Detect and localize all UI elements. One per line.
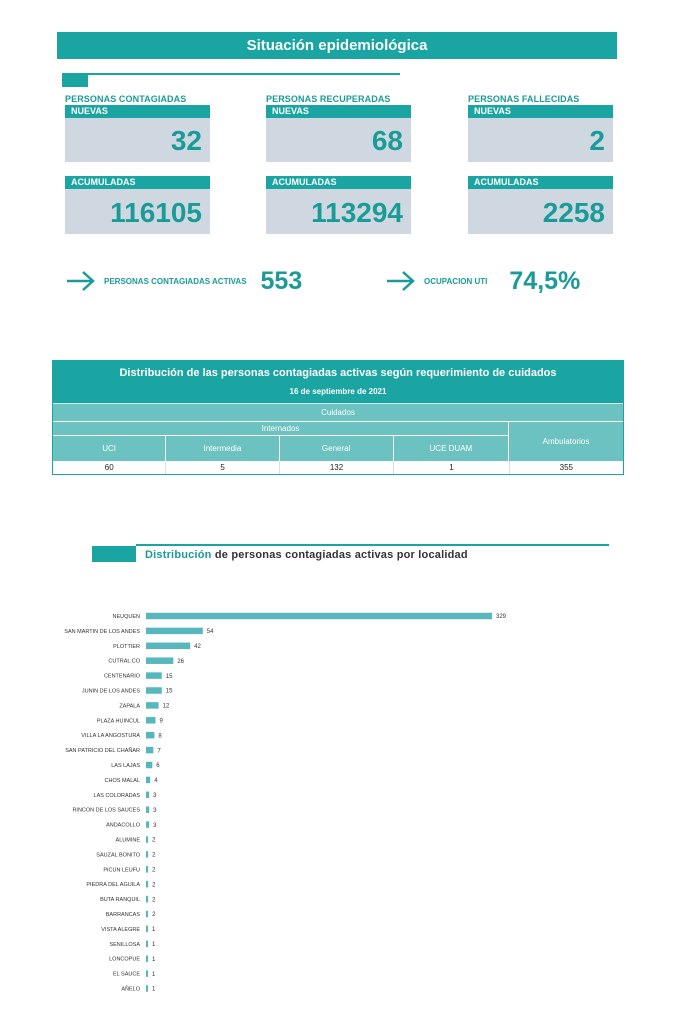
category-label: VILLA LA ANGOSTURA (81, 733, 140, 740)
bar (146, 762, 152, 769)
category-label: PICUN LEUFU (103, 867, 140, 874)
data-label: 8 (158, 733, 162, 740)
bar (146, 687, 162, 694)
category-label: EL SAUCE (112, 971, 140, 978)
category-label: PIEDRA DEL AGUILA (86, 882, 140, 889)
table-cell: 1 (394, 461, 509, 474)
stat-heading: PERSONAS RECUPERADAS (266, 94, 391, 104)
stat-acc-value: 116105 (65, 189, 210, 234)
stat-acc-value: 2258 (468, 189, 613, 234)
stat-new-value: 2 (468, 118, 613, 162)
bar (146, 985, 148, 992)
category-label: LAS LAJAS (111, 763, 140, 769)
data-label: 4 (154, 778, 158, 785)
data-label: 1 (152, 927, 156, 934)
table-column-header: UCI (53, 436, 166, 461)
table-column-header: UCE DUAM (394, 436, 509, 461)
kpi-active-value: 553 (260, 266, 303, 295)
data-label: 1 (152, 956, 156, 963)
bar (146, 747, 153, 754)
bar (146, 881, 148, 888)
kpi-uti-label: OCUPACION UTI (424, 276, 488, 286)
stat-deceased (468, 93, 613, 234)
table-cell: 5 (166, 461, 279, 474)
kpi-uti-value: 74,5% (509, 266, 581, 295)
category-label: CUTRAL CO (108, 658, 140, 665)
category-label: AÑELO (121, 986, 140, 993)
care-table-title: Distribución de las personas contagiadas activas según requerimiento de cuidados (53, 361, 623, 383)
bar (146, 955, 148, 962)
stat-acc-label: ACUMULADAS (468, 176, 613, 189)
data-label: 1 (152, 986, 156, 993)
page-title: Situación epidemiológica (57, 32, 617, 59)
bar (146, 732, 154, 739)
stat-infected (65, 93, 210, 234)
data-label: 2 (152, 867, 156, 874)
care-requirements-table (52, 360, 624, 475)
category-label: SENILLOSA (109, 941, 140, 948)
category-label: RINCON DE LOS SAUCES (72, 807, 140, 814)
chart-title-rest: de personas contagiadas activas por localidad (211, 549, 468, 561)
title-rule (88, 73, 400, 75)
bar (146, 926, 148, 933)
category-label: CENTENARIO (103, 673, 140, 680)
data-label: 3 (153, 793, 157, 799)
bar (146, 643, 190, 650)
table-column-header: Ambulatorios (509, 422, 623, 461)
bar (146, 970, 148, 977)
stat-new-label: NUEVAS (65, 105, 210, 118)
category-label: SAUZAL BONITO (96, 852, 140, 859)
bar (146, 792, 149, 799)
data-label: 3 (153, 822, 157, 829)
table-column-header: Intermedia (166, 436, 279, 461)
data-label: 15 (165, 673, 173, 680)
chart-title-accent: Distribución (145, 549, 212, 561)
care-table-subgroup: Internados (53, 422, 509, 436)
stat-heading: PERSONAS CONTAGIADAS (65, 94, 187, 104)
bar (146, 806, 149, 813)
data-label: 2 (152, 882, 156, 889)
chart-title (145, 549, 468, 561)
table-row (53, 461, 623, 474)
stat-heading: PERSONAS FALLECIDAS (468, 94, 580, 104)
bar (146, 911, 148, 918)
data-label: 2 (152, 897, 156, 904)
data-label: 2 (152, 852, 156, 859)
bar (146, 628, 203, 635)
category-label: LAS COLORADAS (93, 792, 140, 799)
stat-acc-label: ACUMULADAS (65, 176, 210, 189)
bar (146, 702, 159, 709)
category-label: SAN PATRICIO DEL CHAÑAR (65, 748, 140, 755)
data-label: 1 (152, 942, 156, 948)
category-label: BUTA RANQUIL (100, 897, 140, 904)
data-label: 26 (177, 658, 185, 665)
arrow-right-icon (66, 270, 96, 292)
locality-bar-chart (0, 600, 673, 1000)
category-label: SAN MARTIN DE LOS ANDES (64, 628, 140, 635)
data-label: 7 (157, 748, 161, 755)
category-label: PLAZA HUINCUL (96, 718, 140, 725)
data-label: 12 (162, 703, 170, 710)
table-cell: 132 (280, 461, 394, 474)
chart-title-accent-block (92, 546, 136, 562)
care-table-group: Cuidados (53, 404, 623, 422)
table-cell: 60 (53, 461, 166, 474)
category-label: JUNIN DE LOS ANDES (81, 688, 140, 695)
kpi-active-label: PERSONAS CONTAGIADAS ACTIVAS (104, 276, 247, 286)
stat-new-value: 68 (266, 118, 411, 162)
data-label: 2 (152, 912, 156, 919)
bar (146, 821, 149, 828)
bar (146, 941, 148, 948)
stat-recovered (266, 93, 411, 234)
category-label: ANDACOLLO (106, 822, 140, 829)
table-cell: 355 (510, 461, 623, 474)
stat-new-label: NUEVAS (266, 105, 411, 118)
data-label: 3 (153, 807, 157, 814)
data-label: 329 (496, 614, 507, 621)
bar (146, 836, 148, 843)
bar (146, 717, 155, 724)
kpi-active (66, 266, 302, 296)
bar (146, 851, 148, 858)
category-label: CHOS MALAL (104, 777, 140, 784)
bar (146, 866, 148, 873)
category-label: LONCOPUE (109, 956, 140, 963)
chart-title-rule (136, 544, 609, 546)
data-label: 1 (152, 971, 156, 978)
stat-new-value: 32 (65, 118, 210, 162)
category-label: NEUQUEN (112, 614, 140, 620)
category-label: VISTA ALEGRE (101, 926, 140, 933)
category-label: ZAPALA (119, 703, 140, 710)
category-label: BARRANCAS (105, 912, 140, 918)
category-label: PLOTTIER (113, 643, 140, 650)
data-label: 2 (152, 837, 156, 844)
bar (146, 896, 148, 903)
category-label: ALUMINE (115, 837, 140, 844)
stat-new-label: NUEVAS (468, 105, 613, 118)
data-label: 6 (156, 763, 160, 770)
bar (146, 777, 150, 784)
bar (146, 657, 173, 664)
title-accent-block (62, 73, 88, 87)
kpi-uti (386, 266, 580, 296)
data-label: 42 (194, 644, 201, 650)
care-table-date: 16 de septiembre de 2021 (53, 383, 623, 404)
table-column-header: General (280, 436, 394, 461)
stat-acc-value: 113294 (266, 189, 411, 234)
data-label: 54 (206, 629, 214, 636)
arrow-right-icon (386, 270, 416, 292)
data-label: 9 (159, 718, 163, 725)
bar (146, 613, 492, 620)
data-label: 15 (165, 688, 173, 695)
stat-acc-label: ACUMULADAS (266, 176, 411, 189)
bar (146, 672, 162, 679)
